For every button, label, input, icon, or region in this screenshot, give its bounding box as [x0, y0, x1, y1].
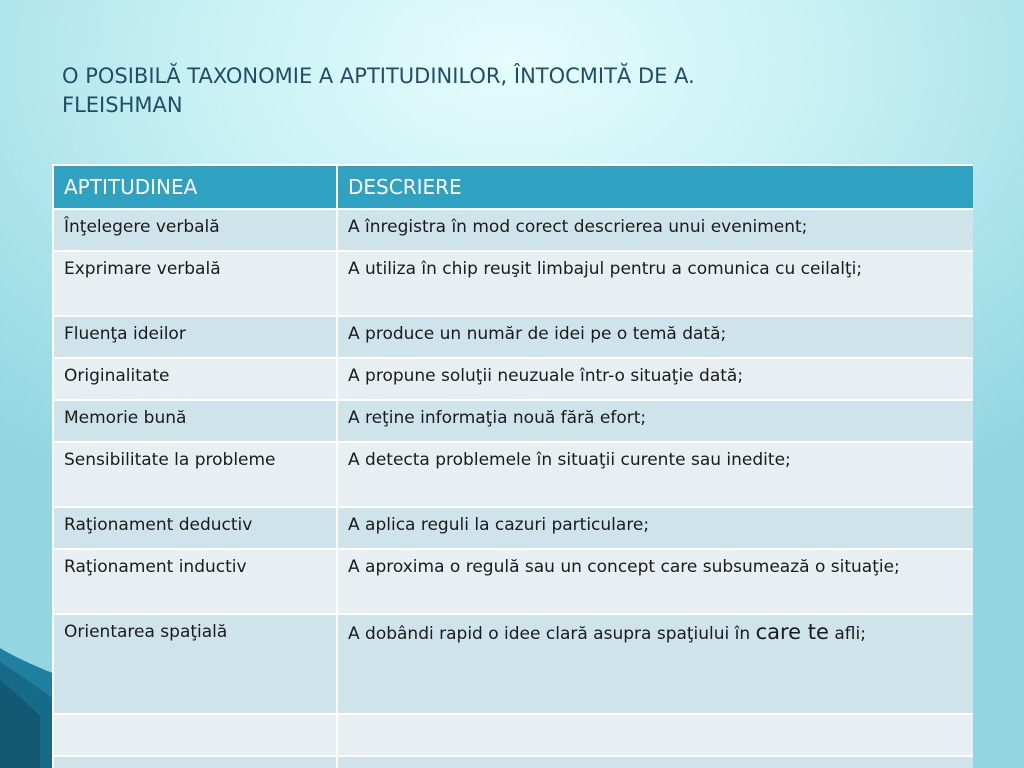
aptitude-cell: [53, 756, 337, 768]
column-header-description: DESCRIERE: [337, 165, 973, 209]
decorative-wave: [0, 640, 60, 768]
table-row: [53, 549, 973, 614]
aptitude-cell: Sensibilitate la probleme: [53, 442, 337, 507]
slide-title: O POSIBILĂ TAXONOMIE A APTITUDINILOR, ÎNTOCMITĂ DE A. FLEISHMAN: [62, 64, 695, 117]
description-cell: A înregistra în mod corect descrierea unui eveniment;: [337, 209, 973, 251]
description-cell: [337, 714, 973, 756]
aptitude-cell: Exprimare verbală: [53, 251, 337, 316]
table-header-row: [53, 165, 973, 209]
description-cell: [337, 614, 973, 714]
table-row: [53, 209, 973, 251]
description-cell: A detecta problemele în situaţii curente sau inedite;: [337, 442, 973, 507]
description-tail: afli;: [828, 624, 866, 644]
aptitude-cell: Orientarea spaţială: [53, 614, 337, 714]
table-row: [53, 358, 973, 400]
description-cell: A produce un număr de idei pe o temă dată;: [337, 316, 973, 358]
description-cell: A aproxima o regulă sau un concept care subsumează o situaţie;: [337, 549, 973, 614]
aptitude-cell: Înţelegere verbală: [53, 209, 337, 251]
description-cell: [337, 756, 973, 768]
aptitude-cell: Fluenţa ideilor: [53, 316, 337, 358]
description-cell: A reţine informaţia nouă fără efort;: [337, 400, 973, 442]
taxonomy-table-container: [52, 164, 973, 768]
description-text: A dobândi rapid o idee clară asupra spaţiului în: [348, 624, 756, 644]
aptitude-cell: Originalitate: [53, 358, 337, 400]
aptitude-cell: Raţionament inductiv: [53, 549, 337, 614]
aptitude-cell: [53, 714, 337, 756]
aptitude-cell: Memorie bună: [53, 400, 337, 442]
table-row: [53, 316, 973, 358]
description-cell: A aplica reguli la cazuri particulare;: [337, 507, 973, 549]
table-row: [53, 442, 973, 507]
table-row-empty: [53, 714, 973, 756]
taxonomy-table: [52, 164, 973, 768]
aptitude-cell: Raţionament deductiv: [53, 507, 337, 549]
table-row: [53, 251, 973, 316]
table-row-empty: [53, 756, 973, 768]
description-cell: A utiliza în chip reuşit limbajul pentru a comunica cu ceilalţi;: [337, 251, 973, 316]
column-header-aptitude: APTITUDINEA: [53, 165, 337, 209]
table-row: [53, 614, 973, 714]
table-row: [53, 400, 973, 442]
description-cell: A propune soluţii neuzuale într-o situaţie dată;: [337, 358, 973, 400]
description-emphasis: care te: [755, 620, 829, 644]
table-row: [53, 507, 973, 549]
